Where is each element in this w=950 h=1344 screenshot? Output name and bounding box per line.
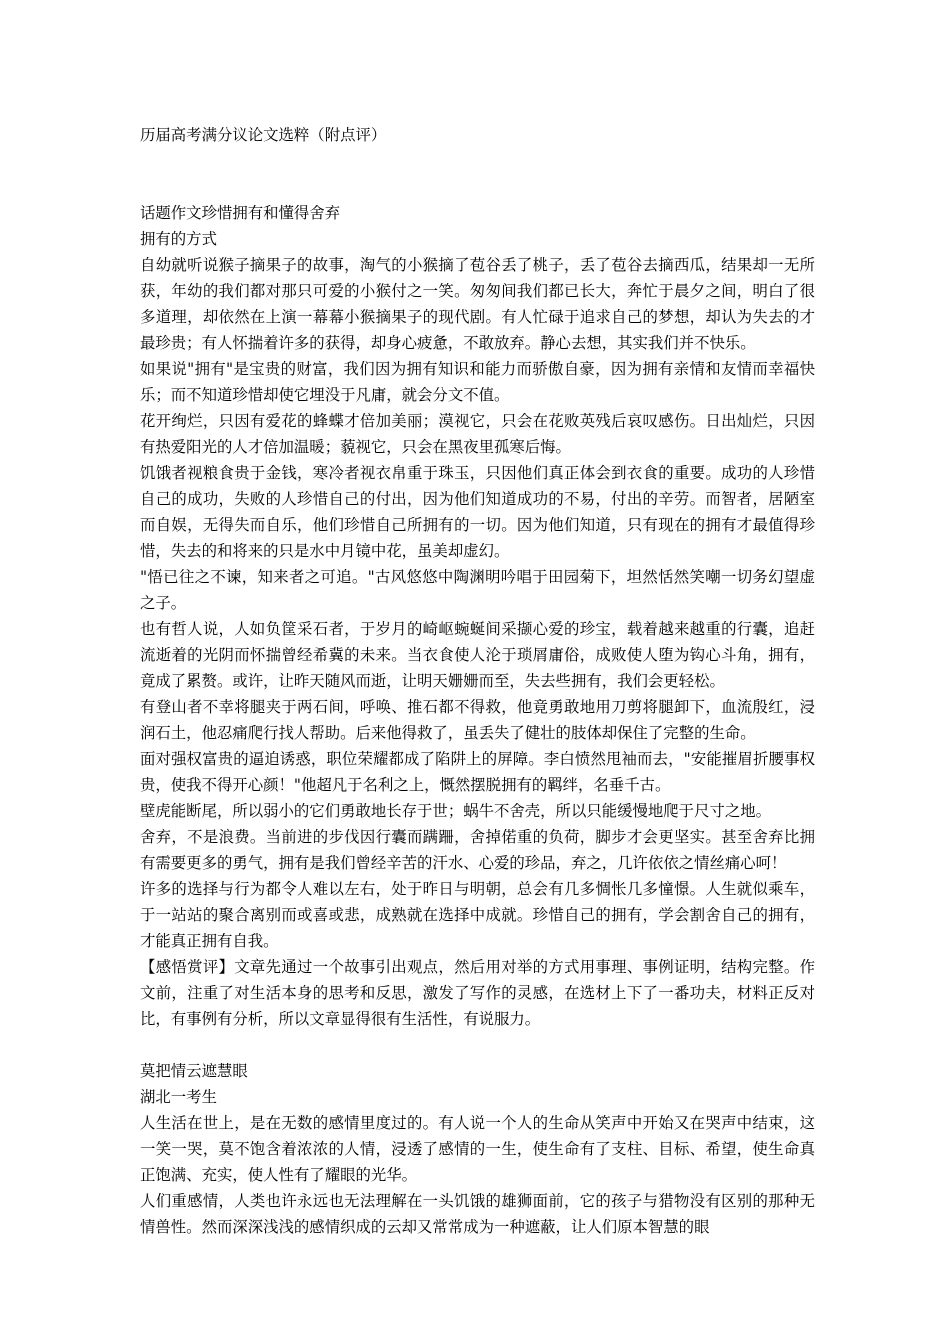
- blank-line: [140, 148, 815, 174]
- essay1-title: 拥有的方式: [140, 230, 217, 248]
- essay1-paragraph: "悟已往之不谏，知来者之可追。"古风悠悠中陶渊明吟唱于田园菊下，坦然恬然笑嘲一切务幻望虚之子。: [140, 568, 815, 612]
- essay1-paragraph: 面对强权富贵的逼迫诱惑，职位荣耀都成了陷阱上的屏障。李白愤然甩袖而去，"安能摧眉折腰事权贵，使我不得开心颜！"他超凡于名利之上，慨然摆脱拥有的羁绊，名垂千古。: [140, 750, 815, 794]
- essay2-title: 莫把情云遮慧眼: [140, 1062, 248, 1080]
- essay2-paragraph: 人生活在世上，是在无数的感情里度过的。有人说一个人的生命从笑声中开始又在哭声中结束，这一笑一哭，莫不饱含着浓浓的人情，浸透了感情的一生，使生命有了支柱、目标、希望，使生命真正饱满、充实，使人性有了耀眼的光华。: [140, 1114, 815, 1184]
- essay1-paragraph: 自幼就听说猴子摘果子的故事，淘气的小猴摘了苞谷丢了桃子，丢了苞谷去摘西瓜，结果却一无所获，年幼的我们都对那只可爱的小猴付之一笑。匆匆间我们都已长大，奔忙于晨夕之间，明白了很多道理，却依然在上演一幕幕小猴摘果子的现代剧。有人忙碌于追求自己的梦想，却认为失去的才最珍贵；有人怀揣着许多的获得，却身心疲惫，不敢放弃。静心去想，其实我们并不快乐。: [140, 256, 815, 352]
- essay1-paragraph: 也有哲人说，人如负筐采石者，于岁月的崎岖蜿蜒间采撷心爱的珍宝，载着越来越重的行囊，追赶流逝着的光阴而怀揣曾经希冀的未来。当衣食使人沦于琐屑庸俗，成败使人堕为钩心斗角，拥有，竟成了累赘。或许，让昨天随风而逝，让明天姗姗而至，失去些拥有，我们会更轻松。: [140, 620, 815, 690]
- essay2-paragraph: 人们重感情，人类也许永远也无法理解在一头饥饿的雄狮面前，它的孩子与猎物没有区别的那种无情兽性。然而深深浅浅的感情织成的云却又常常成为一种遮蔽，让人们原本智慧的眼: [140, 1192, 815, 1236]
- essay1-paragraph: 舍弃，不是浪费。当前进的步伐因行囊而蹒跚，舍掉偌重的负荷，脚步才会更坚实。甚至舍弃比拥有需要更多的勇气，拥有是我们曾经辛苦的汗水、心爱的珍品，弃之，几许依依之情丝痛心呵！: [140, 828, 815, 872]
- essay1-paragraph: 饥饿者视粮食贵于金钱，寒冷者视衣帛重于珠玉，只因他们真正体会到衣食的重要。成功的人珍惜自己的成功，失败的人珍惜自己的付出，因为他们知道成功的不易，付出的辛劳。而智者，居陋室而自娱，无得失而自乐，他们珍惜自己所拥有的一切。因为他们知道，只有现在的拥有才最值得珍惜，失去的和将来的只是水中月镜中花，虽美却虚幻。: [140, 464, 815, 560]
- essay1-commentary: 【感悟赏评】文章先通过一个故事引出观点，然后用对举的方式用事理、事例证明，结构完整。作文前，注重了对生活本身的思考和反思，激发了写作的灵感，在选材上下了一番功夫，材料正反对比，有事例有分析，所以文章显得很有生活性，有说服力。: [140, 958, 815, 1028]
- document-main-title: 历届高考满分议论文选粹（附点评）: [140, 126, 387, 144]
- document-page: [140, 122, 815, 1240]
- essay1-paragraph: 如果说"拥有"是宝贵的财富，我们因为拥有知识和能力而骄傲自豪，因为拥有亲情和友情而幸福快乐；而不知道珍惜却使它埋没于凡庸，就会分文不值。: [140, 360, 815, 404]
- blank-line: [140, 1032, 815, 1058]
- essay1-topic: 话题作文珍惜拥有和懂得舍弃: [140, 204, 341, 222]
- essay1-paragraph: 花开绚烂，只因有爱花的蜂蝶才倍加美丽；漠视它，只会在花败英残后哀叹感伤。日出灿烂，只因有热爱阳光的人才倍加温暖；藐视它，只会在黑夜里孤寒后悔。: [140, 412, 815, 456]
- essay1-paragraph: 壁虎能断尾，所以弱小的它们勇敢地长存于世；蜗牛不舍壳，所以只能缓慢地爬于尺寸之地。: [140, 802, 772, 820]
- essay1-paragraph: 有登山者不幸将腿夹于两石间，呼唤、推石都不得救，他竟勇敢地用刀剪将腿卸下，血流殷红，浸润石土，他忍痛爬行找人帮助。后来他得救了，虽丢失了健壮的肢体却保住了完整的生命。: [140, 698, 815, 742]
- essay2-author: 湖北一考生: [140, 1088, 217, 1106]
- blank-line: [140, 174, 815, 200]
- essay1-paragraph: 许多的选择与行为都令人难以左右，处于昨日与明朝，总会有几多惆怅几多憧憬。人生就似乘车，于一站站的聚合离别而或喜或悲，成熟就在选择中成就。珍惜自己的拥有，学会割舍自己的拥有，才能真正拥有自我。: [140, 880, 815, 950]
